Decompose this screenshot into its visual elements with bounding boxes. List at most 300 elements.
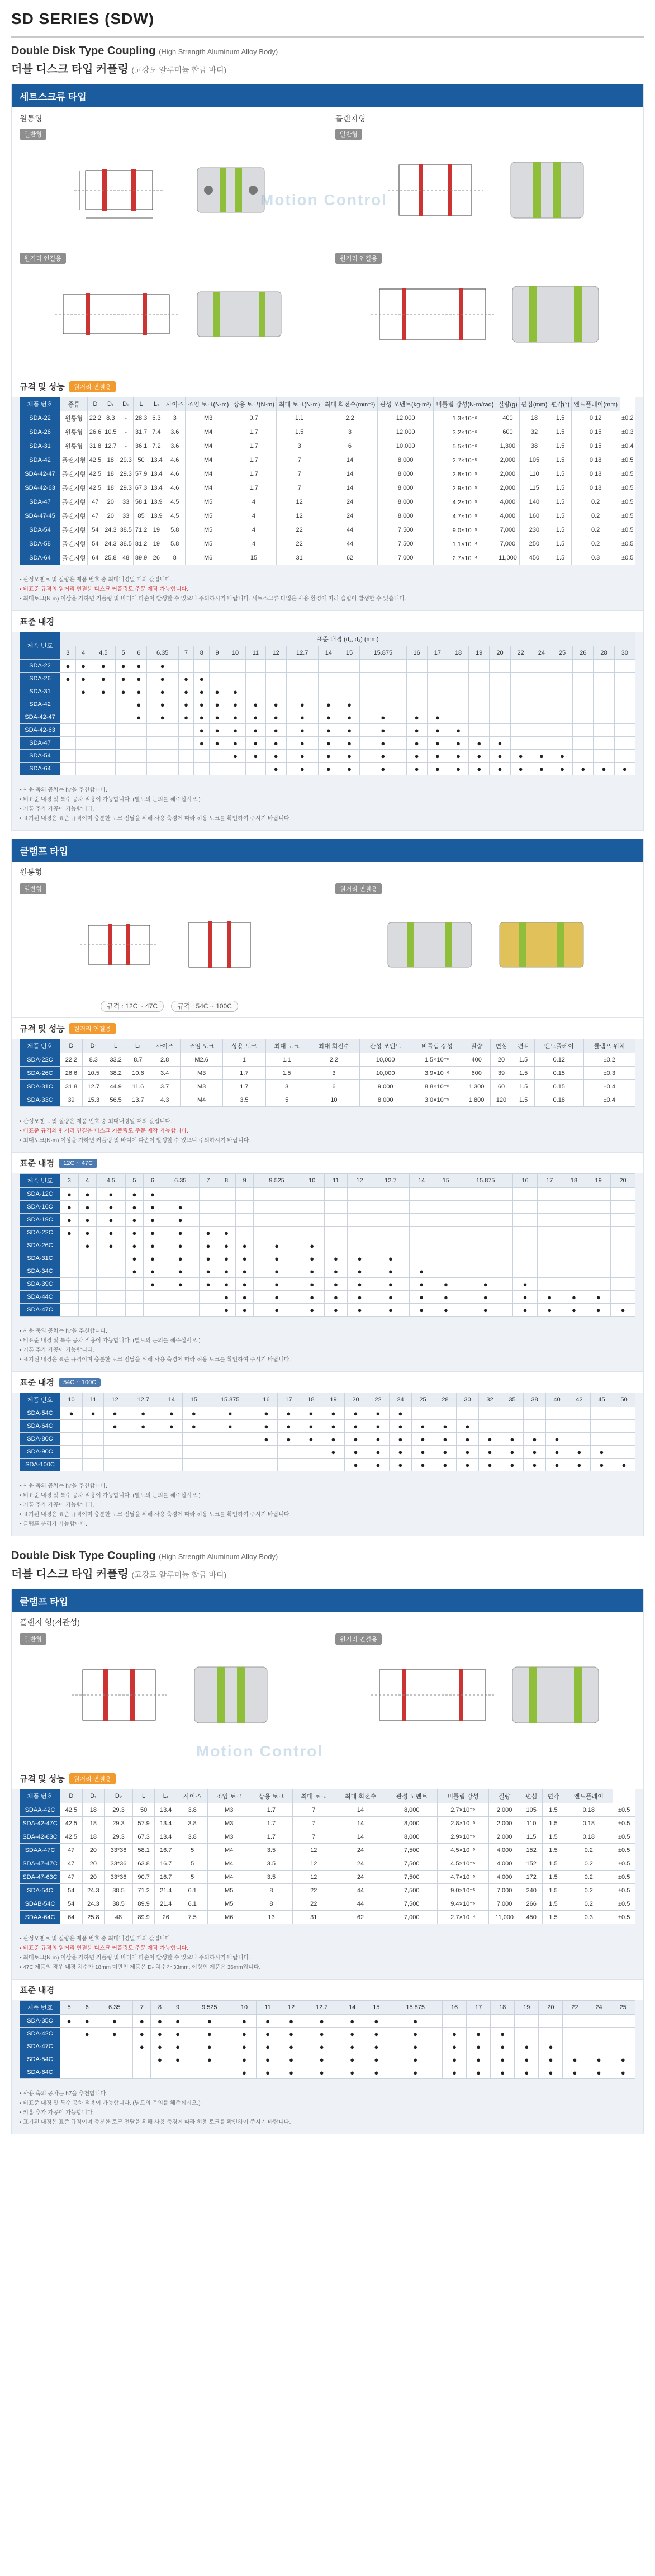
- tag-standard: 일반형: [20, 1633, 46, 1645]
- bore-col-header: 8: [194, 646, 210, 660]
- spec-cell: 1.5: [549, 481, 571, 495]
- bore-empty: [360, 660, 406, 673]
- spec-cell: 50: [134, 453, 149, 467]
- bore-dot: ●: [322, 1407, 344, 1420]
- bore-dot: ●: [91, 673, 116, 685]
- spec-cell: 57.9: [134, 467, 149, 481]
- bore-empty: [552, 698, 572, 711]
- bore-empty: [539, 2015, 563, 2028]
- spec-cell: 1.5: [512, 1080, 535, 1093]
- note-item: • 표기된 내경은 표준 규격이며 충분한 토크 전달을 위해 사용 축경에 따라 허용 토크를 확인하여 주시기 바랍니다.: [20, 1355, 635, 1365]
- clamp-fig-title: 원통형: [20, 868, 42, 877]
- bore-col-header: 24: [531, 646, 552, 660]
- spec-cell: 1.5: [512, 1053, 535, 1067]
- bore-dot: ●: [322, 1433, 344, 1446]
- bore-empty: [322, 1459, 344, 1471]
- spec-cell: 4.7×10⁻⁵: [434, 509, 496, 523]
- spec-cell: 81.2: [134, 537, 149, 551]
- bore-dot: ●: [442, 2028, 466, 2040]
- bore-empty: [448, 660, 468, 673]
- spec-cell: 20: [103, 495, 118, 509]
- bore-col-header: 25: [611, 2001, 635, 2015]
- bore-dot: ●: [531, 763, 552, 775]
- bore-empty: [490, 685, 510, 698]
- bore-empty: [594, 685, 614, 698]
- spec-header-cell: 편각: [512, 1039, 535, 1053]
- watermark: Motion Control: [260, 191, 388, 209]
- caption-right: 규격 : 54C ~ 100C: [171, 1001, 238, 1012]
- table-row: [20, 660, 635, 673]
- bore-empty: [427, 698, 448, 711]
- spec-cell: 13: [250, 1911, 293, 1924]
- bore-dot: ●: [491, 2040, 515, 2053]
- bore-empty: [360, 673, 406, 685]
- bore-dot: ●: [300, 1278, 324, 1291]
- spec-cell: 4.7×10⁻⁵: [438, 1871, 489, 1884]
- bore-dot: ●: [265, 750, 286, 763]
- product-code: SDA-54: [20, 750, 60, 763]
- bore-cols-row: [20, 1174, 635, 1188]
- spec-cell: 플랜지형: [60, 453, 88, 467]
- spec-cell: 13.4: [155, 1817, 177, 1830]
- spec-cell: 2.2: [308, 1053, 359, 1067]
- spec-cell: 1.5: [549, 509, 571, 523]
- bore-empty: [246, 685, 265, 698]
- spec-cell: 0.18: [534, 1093, 583, 1107]
- table-row: [20, 1871, 635, 1884]
- bore-empty: [199, 1291, 217, 1304]
- bore-dot: ●: [434, 1278, 458, 1291]
- spec-cell: 12: [277, 495, 322, 509]
- spec-cell: 0.2: [571, 523, 620, 537]
- fig-body: [20, 264, 319, 364]
- spec-cell: 31.8: [60, 1080, 83, 1093]
- bore-dot: ●: [434, 1291, 458, 1304]
- spec-cell: 20: [82, 1871, 105, 1884]
- bore-dot: ●: [318, 737, 339, 750]
- spec-cell: M5: [186, 523, 231, 537]
- spec-body: [20, 1803, 635, 1924]
- note-item: • 키홈 추가 가공이 가능합니다.: [20, 1346, 635, 1355]
- spec-header-cell: 비틀림 강성: [411, 1039, 463, 1053]
- table-row: [20, 698, 635, 711]
- bore-dot: ●: [178, 711, 194, 724]
- spec-header-cell: 편각: [542, 1789, 564, 1803]
- bore-dot: ●: [78, 1227, 97, 1239]
- spec-cell: 115: [519, 481, 549, 495]
- tag-spacer: 원거리 연결용: [335, 883, 382, 894]
- product-code: SDA-26: [20, 425, 60, 439]
- bore-dot: ●: [104, 1407, 126, 1420]
- bore-dot: ●: [539, 2053, 563, 2066]
- spec-cell: 5.8: [164, 537, 186, 551]
- bore-col-header: 20: [611, 1174, 635, 1188]
- spec-cell: 10: [308, 1093, 359, 1107]
- bore-dot: ●: [513, 1291, 538, 1304]
- bore-col-header: 28: [434, 1393, 456, 1407]
- bore-empty: [372, 1239, 409, 1252]
- bore-empty: [83, 1446, 104, 1459]
- spec-cell: 7,500: [378, 537, 434, 551]
- bore-empty: [286, 685, 318, 698]
- bore-dot: ●: [246, 711, 265, 724]
- bore-empty: [162, 1304, 199, 1317]
- spec-cell: 12: [292, 1857, 335, 1871]
- bore-dot: ●: [348, 1278, 372, 1291]
- setscrew-notes: [12, 571, 643, 610]
- bore-dot: ●: [162, 1214, 199, 1227]
- bore-dot: ●: [97, 1239, 125, 1252]
- table-row: [20, 2040, 635, 2053]
- bore-empty: [427, 685, 448, 698]
- spec-cell: 33*36: [105, 1844, 133, 1857]
- fig-body: [335, 264, 635, 364]
- bore-col-header: 15: [183, 1393, 205, 1407]
- fig-body: [335, 140, 635, 240]
- bore-dot: ●: [162, 1239, 199, 1252]
- spec-cell: 0.12: [534, 1053, 583, 1067]
- fig-fc-spacer: [328, 1628, 643, 1768]
- spec-cell: 18: [82, 1817, 105, 1830]
- spec-cell: 4,000: [488, 1871, 520, 1884]
- spec-cell: 1.5: [512, 1067, 535, 1080]
- bore-empty: [360, 685, 406, 698]
- spec-cell: -: [118, 411, 133, 425]
- bore-empty: [469, 673, 490, 685]
- spec-header-cell: D₁: [82, 1789, 105, 1803]
- bore-dot: ●: [613, 1459, 635, 1471]
- table-row: [20, 1420, 635, 1433]
- note-item: • 비표준 내경 및 특수 공차 적용이 가능합니다. (별도의 문의를 해주십시오.): [20, 1336, 635, 1346]
- bore-dot: ●: [611, 1304, 635, 1317]
- bore-empty: [75, 737, 91, 750]
- spec-header-cell: 최대 회전수(min⁻¹): [322, 397, 377, 411]
- spec-cell: 120: [490, 1093, 512, 1107]
- bore-empty: [434, 1227, 458, 1239]
- bore-empty: [586, 1252, 611, 1265]
- spec-cell: 29.3: [118, 453, 133, 467]
- bore-empty: [277, 1459, 300, 1471]
- bore-dot: ●: [318, 711, 339, 724]
- bore-empty: [83, 1420, 104, 1433]
- spec-cell: 1.5: [265, 1067, 308, 1080]
- bore-empty: [614, 685, 635, 698]
- bore-dot: ●: [116, 660, 131, 673]
- bore-empty: [409, 1227, 434, 1239]
- subtitle-en-note: (High Strength Aluminum Alloy Body): [159, 1552, 278, 1561]
- bore-empty: [246, 660, 265, 673]
- bore-dot: ●: [78, 1201, 97, 1214]
- bore-col-header: 14: [409, 1174, 434, 1188]
- bore-empty: [442, 2015, 466, 2028]
- spec-cell: 10,000: [378, 439, 434, 453]
- product-code: SDA-22C: [20, 1053, 60, 1067]
- spec-cell: 57.9: [132, 1817, 155, 1830]
- spec-cell: 47: [88, 509, 103, 523]
- bore-dot: ●: [178, 673, 194, 685]
- product-code: SDA-31C: [20, 1252, 60, 1265]
- spec-cell: 22.2: [88, 411, 103, 425]
- spec-cell: 32: [519, 425, 549, 439]
- bore-empty: [501, 1407, 523, 1420]
- bore-dot: ●: [409, 1265, 434, 1278]
- spec-cell: M5: [186, 509, 231, 523]
- spec-cell: 1.5: [549, 537, 571, 551]
- bore-empty: [406, 660, 427, 673]
- spec-body: [20, 1053, 635, 1107]
- bore-dot: ●: [169, 2040, 187, 2053]
- spec-header-cell: D: [88, 397, 103, 411]
- bore-empty: [458, 1214, 513, 1227]
- bore-empty: [160, 1446, 183, 1459]
- spec-cell: 16.7: [155, 1871, 177, 1884]
- bore-empty: [613, 1433, 635, 1446]
- bore-dot: ●: [265, 698, 286, 711]
- product-code: SDA-47-45: [20, 509, 60, 523]
- bore-dot: ●: [388, 2066, 443, 2079]
- bore-dot: ●: [442, 2040, 466, 2053]
- spec-cell: 플랜지형: [60, 523, 88, 537]
- bore-dot: ●: [545, 1446, 568, 1459]
- fig-right-title: 플랜지형: [335, 114, 366, 123]
- spec-cell: 42.5: [88, 467, 103, 481]
- tag-standard: 일반형: [20, 883, 46, 894]
- bore-empty: [60, 2028, 78, 2040]
- spec-cell: M3: [186, 411, 231, 425]
- bore-dot: ●: [162, 1227, 199, 1239]
- bore-dot: ●: [318, 724, 339, 737]
- bore-empty: [611, 1252, 635, 1265]
- bore-dot: ●: [442, 2053, 466, 2066]
- bore-dot: ●: [194, 685, 210, 698]
- spec-cell: 1.7: [231, 439, 277, 453]
- bore-dot: ●: [427, 750, 448, 763]
- spec-cell: 85: [134, 509, 149, 523]
- spec-cell: 8.3: [103, 411, 118, 425]
- spec-cell: 0.15: [534, 1067, 583, 1080]
- spec-header-cell: 비틀림 강성(N·m/rad): [434, 397, 496, 411]
- bore-dot: ●: [322, 1446, 344, 1459]
- bore-dot: ●: [169, 2015, 187, 2028]
- bore-dot: ●: [199, 1227, 217, 1239]
- spec-cell: ±0.5: [613, 1844, 635, 1857]
- bore-empty: [126, 1459, 160, 1471]
- drawing-icon: [52, 272, 181, 356]
- bore-dot: ●: [360, 750, 406, 763]
- bore-dot: ●: [300, 1239, 324, 1252]
- spec-cell: 50: [132, 1803, 155, 1817]
- spec-cell: 8.7: [127, 1053, 149, 1067]
- bore-empty: [91, 698, 116, 711]
- spec-cell: ±0.4: [583, 1080, 635, 1093]
- bore-dot: ●: [78, 1214, 97, 1227]
- bore-empty: [501, 1420, 523, 1433]
- product-code: SDA-22: [20, 411, 60, 425]
- bore-dot: ●: [187, 2028, 232, 2040]
- fig-body: [20, 894, 319, 995]
- bore-dot: ●: [225, 711, 245, 724]
- spec-cell: 31.7: [134, 425, 149, 439]
- spec-cell: 3.8: [177, 1830, 207, 1844]
- spec-cell: 13.4: [149, 467, 164, 481]
- spec-cell: 0.15: [534, 1080, 583, 1093]
- spec-cell: 원통형: [60, 411, 88, 425]
- bore-empty: [537, 1278, 562, 1291]
- bore-empty: [60, 1304, 79, 1317]
- bore-dot: ●: [194, 698, 210, 711]
- bore-empty: [300, 1459, 322, 1471]
- bore-empty: [411, 1407, 434, 1420]
- spec-cell: ±0.5: [620, 467, 635, 481]
- spec-cell: 1,300: [496, 439, 519, 453]
- bore-empty: [448, 711, 468, 724]
- bore-dot: ●: [210, 685, 225, 698]
- bore-dot: ●: [205, 1407, 255, 1420]
- product-code: SDA-47-63C: [20, 1871, 60, 1884]
- bore-empty: [348, 1214, 372, 1227]
- bore-col-header: 22: [367, 1393, 389, 1407]
- spec-cell: ±0.5: [620, 495, 635, 509]
- bore-dot: ●: [344, 1446, 367, 1459]
- bore-dot: ●: [91, 685, 116, 698]
- bore-empty: [614, 750, 635, 763]
- bore-empty: [568, 1420, 590, 1433]
- spec-cell: 38.5: [118, 523, 133, 537]
- spec-cell: M3: [208, 1830, 250, 1844]
- bore-empty: [60, 750, 76, 763]
- spec-cell: 10,000: [360, 1053, 411, 1067]
- spec-cell: ±0.5: [613, 1803, 635, 1817]
- spec-cell: 20: [82, 1857, 105, 1871]
- product-code: SDA-54C: [20, 1407, 60, 1420]
- spec-cell: 1.7: [231, 481, 277, 495]
- flange-clamp-bar: 클램프 타입: [12, 1589, 643, 1612]
- spec-cell: 240: [520, 1884, 542, 1897]
- bore-col-header: 50: [613, 1393, 635, 1407]
- spec-cell: 1.7: [231, 467, 277, 481]
- spec-cell: 16.7: [155, 1844, 177, 1857]
- bore-empty: [568, 1407, 590, 1420]
- bore-col-header: 10: [300, 1174, 324, 1188]
- bore-empty: [406, 685, 427, 698]
- bore-dot: ●: [409, 1304, 434, 1317]
- coupling-photo-icon: [502, 148, 592, 232]
- bore-empty: [545, 1407, 568, 1420]
- bore-dot: ●: [217, 1227, 236, 1239]
- coupling-photo-icon: [186, 1653, 276, 1737]
- spec-cell: 18: [82, 1803, 105, 1817]
- bore-col-header: 24: [587, 2001, 611, 2015]
- bore-dot: ●: [144, 1188, 162, 1201]
- bore-dot: ●: [194, 711, 210, 724]
- bore-empty: [562, 1188, 586, 1201]
- bore-empty: [590, 1420, 613, 1433]
- bore-col-header: 12: [265, 646, 286, 660]
- bore-dot: ●: [144, 1239, 162, 1252]
- spec-cell: 8,000: [360, 1093, 411, 1107]
- fig-body: [335, 894, 635, 995]
- note-item: • 관성모멘트 및 질량은 제품 번호 중 최대내경일 때의 값입니다.: [20, 1934, 635, 1944]
- bore-dot: ●: [187, 2040, 232, 2053]
- bore-dot: ●: [406, 750, 427, 763]
- spec-cell: 0.2: [571, 509, 620, 523]
- bore-dot: ●: [254, 1304, 300, 1317]
- bore-empty: [246, 673, 265, 685]
- subtitle-block-2: [11, 1550, 644, 1581]
- bore-col-header: 9.525: [187, 2001, 232, 2015]
- bore-dot: ●: [303, 2028, 340, 2040]
- bore-empty: [178, 724, 194, 737]
- spec-cell: 7.5: [177, 1911, 207, 1924]
- bore-empty: [469, 724, 490, 737]
- fc-bore-table: [20, 2000, 635, 2079]
- bore-dot: ●: [469, 763, 490, 775]
- bore-col-header: 11: [257, 2001, 279, 2015]
- bore-empty: [60, 1278, 79, 1291]
- bore-col-header: 6.35: [146, 646, 178, 660]
- bore-empty: [469, 685, 490, 698]
- spec-cell: 64: [88, 551, 103, 565]
- spec-cell: M5: [186, 537, 231, 551]
- bore-empty: [210, 763, 225, 775]
- spec-header-cell: L₁: [149, 397, 164, 411]
- spec-cell: M4: [208, 1857, 250, 1871]
- bore-dot: ●: [125, 1201, 144, 1214]
- bore-dot: ●: [210, 711, 225, 724]
- bore-empty: [78, 2066, 96, 2079]
- bore-empty: [75, 698, 91, 711]
- bore-title-row: [20, 632, 635, 646]
- bore-empty: [116, 724, 131, 737]
- subtitle-kr-text: 더블 디스크 타입 커플링: [11, 1568, 129, 1580]
- bore-empty: [409, 1188, 434, 1201]
- spec-cell: 2,000: [488, 1817, 520, 1830]
- footer-spacer: [11, 2134, 644, 2157]
- spec-cell: 0.18: [571, 453, 620, 467]
- bore-dot: ●: [539, 2040, 563, 2053]
- bore-empty: [573, 724, 594, 737]
- bore-dot: ●: [217, 1291, 236, 1304]
- spec-cell: 1.5: [549, 467, 571, 481]
- spec-header-row: [20, 1789, 635, 1803]
- product-code: SDA-64: [20, 763, 60, 775]
- bore-empty: [478, 1407, 501, 1420]
- setscrew-bar: 세트스크류 타입: [12, 84, 643, 107]
- bore-empty: [523, 1407, 545, 1420]
- bore-col-header: 20: [344, 1393, 367, 1407]
- spec-cell: M4: [208, 1871, 250, 1884]
- tag-standard: 일반형: [335, 129, 362, 140]
- bore-dot: ●: [406, 737, 427, 750]
- spec-cell: 62: [322, 551, 377, 565]
- table-row: [20, 1857, 635, 1871]
- spec-cell: 29.3: [105, 1817, 133, 1830]
- subtitle-en: [11, 45, 644, 58]
- drawing-icon: [379, 148, 491, 232]
- bore-col-header: 32: [478, 1393, 501, 1407]
- clamp-spec-head: [12, 1017, 643, 1039]
- spec-cell: 4: [231, 537, 277, 551]
- spec-cell: 115: [520, 1830, 542, 1844]
- bore-empty: [205, 1446, 255, 1459]
- bore-empty: [613, 1446, 635, 1459]
- bore-dot: ●: [144, 1252, 162, 1265]
- spec-cell: 16.7: [155, 1857, 177, 1871]
- spec-cell: 1.5: [542, 1884, 564, 1897]
- spec-cell: M4: [186, 481, 231, 495]
- bore-empty: [586, 1188, 611, 1201]
- bore-col-header: 3: [60, 646, 76, 660]
